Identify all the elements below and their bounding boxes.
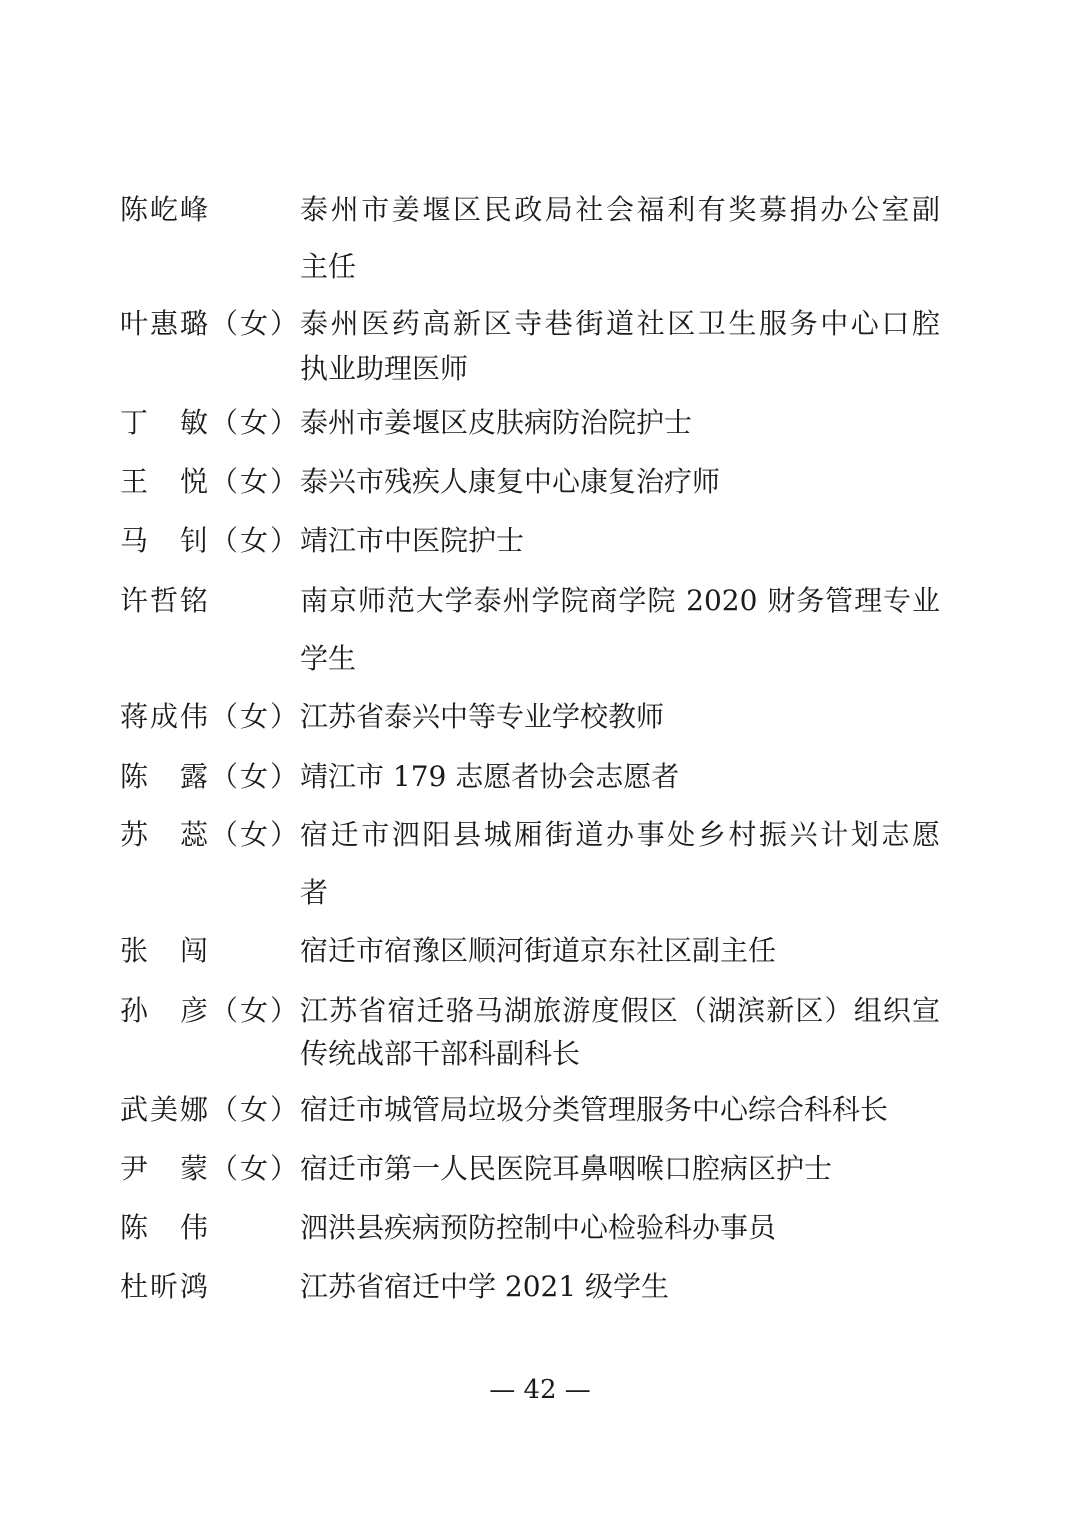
description-line: 南京师范大学泰州学院商学院 2020 财务管理专业	[300, 584, 940, 617]
person-name: 丁 敏（女）	[120, 406, 301, 439]
description-line: 宿迁市宿豫区顺河街道京东社区副主任	[300, 934, 777, 967]
description-line: 泰州市姜堰区皮肤病防治院护士	[300, 406, 693, 439]
person-name: 陈屹峰	[120, 193, 211, 226]
description-line: 执业助理医师	[300, 352, 469, 385]
description-line: 江苏省宿迁中学 2021 级学生	[300, 1270, 670, 1303]
person-name: 武美娜（女）	[120, 1093, 301, 1126]
description-line: 者	[300, 876, 329, 909]
description-line: 泰州医药高新区寺巷街道社区卫生服务中心口腔	[300, 307, 940, 340]
person-name: 马 钊（女）	[120, 524, 301, 557]
description-line: 传统战部干部科副科长	[300, 1037, 581, 1070]
description-line: 宿迁市泗阳县城厢街道办事处乡村振兴计划志愿	[300, 818, 940, 851]
person-name: 张 闯	[120, 934, 211, 967]
person-name: 陈 露（女）	[120, 760, 301, 793]
description-line: 宿迁市第一人民医院耳鼻咽喉口腔病区护士	[300, 1152, 833, 1185]
person-name: 蒋成伟（女）	[120, 700, 301, 733]
description-line: 泰州市姜堰区民政局社会福利有奖募捐办公室副	[300, 193, 940, 226]
person-name: 苏 蕊（女）	[120, 818, 301, 851]
person-name: 陈 伟	[120, 1211, 211, 1244]
description-line: 主任	[300, 250, 357, 283]
person-name: 许哲铭	[120, 584, 211, 617]
description-line: 靖江市 179 志愿者协会志愿者	[300, 760, 680, 793]
person-name: 王 悦（女）	[120, 465, 301, 498]
description-line: 学生	[300, 642, 357, 675]
description-line: 泗洪县疾病预防控制中心检验科办事员	[300, 1211, 777, 1244]
description-line: 江苏省泰兴中等专业学校教师	[300, 700, 665, 733]
person-name: 孙 彦（女）	[120, 994, 301, 1027]
person-name: 杜昕鸿	[120, 1270, 211, 1303]
description-line: 江苏省宿迁骆马湖旅游度假区（湖滨新区）组织宣	[300, 994, 940, 1027]
page-number: — 42 —	[489, 1375, 591, 1405]
person-name: 叶惠璐（女）	[120, 307, 301, 340]
description-line: 泰兴市残疾人康复中心康复治疗师	[300, 465, 721, 498]
description-line: 靖江市中医院护士	[300, 524, 525, 557]
person-name: 尹 蒙（女）	[120, 1152, 301, 1185]
description-line: 宿迁市城管局垃圾分类管理服务中心综合科科长	[300, 1093, 889, 1126]
